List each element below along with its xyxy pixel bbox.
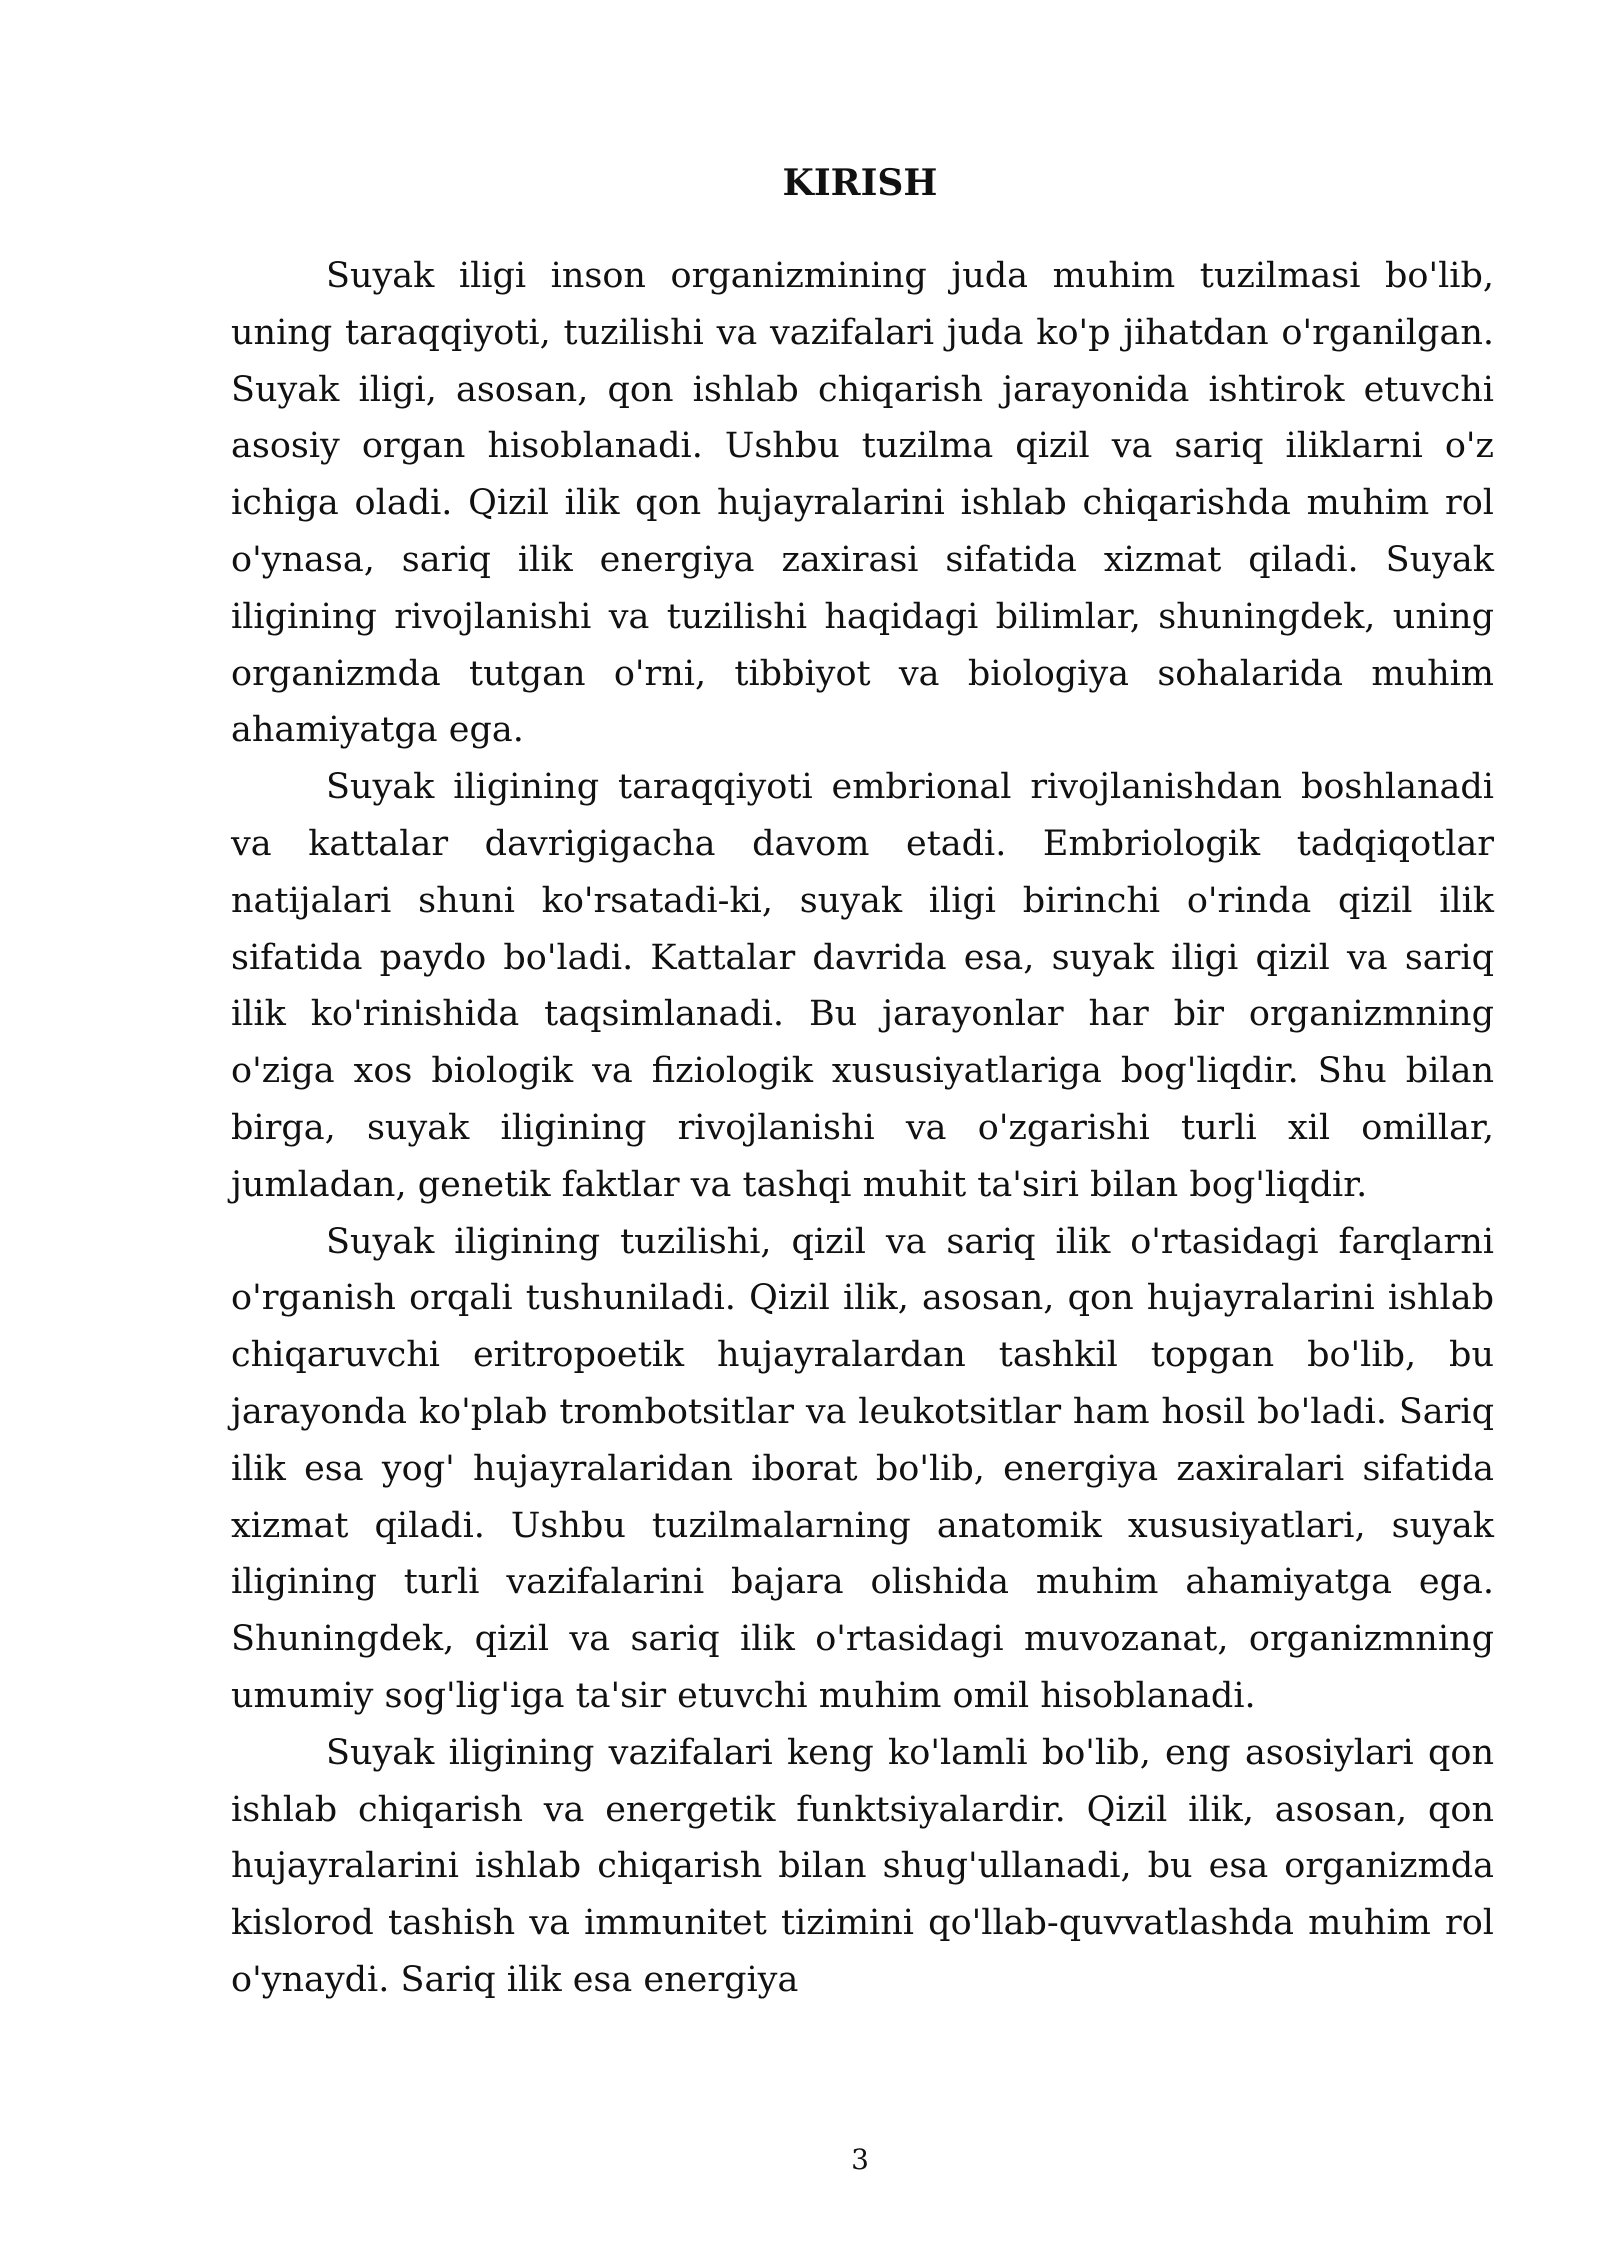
- paragraph: Suyak iligining vazifalari keng ko'lamli bo'lib, eng asosiylari qon ishlab chiqarish va energetik funktsiyalardir. Qizil ilik, asosan, qon hujayralarini ishlab chiqarish bilan shug'ullanadi, bu esa organizmda kislorod tashish va immunitet tizimini qo'llab-quvvatlashda muhim rol o'ynaydi. Sariq ilik esa energiya: [231, 1732, 1494, 2000]
- paragraph: Suyak iligining tuzilishi, qizil va sariq ilik o'rtasidagi farqlarni o'rganish orqali tushuniladi. Qizil ilik, asosan, qon hujayralarini ishlab chiqaruvchi eritropoetik hujayralardan tashkil topgan bo'lib, bu jarayonda ko'plab trombotsitlar va leukotsitlar ham hosil bo'ladi. Sariq ilik esa yog' hujayralaridan iborat bo'lib, energiya zaxiralari sifatida xizmat qiladi. Ushbu tuzilmalarning anatomik xususiyatlari, suyak iligining turli vazifalarini bajara olishida muhim ahamiyatga ega. Shuningdek, qizil va sariq ilik o'rtasidagi muvozanat, organizmning umumiy sog'lig'iga ta'sir etuvchi muhim omil hisoblanadi.: [231, 1221, 1494, 1716]
- paragraph: Suyak iligining taraqqiyoti embrional rivojlanishdan boshlanadi va kattalar davrigigacha davom etadi. Embriologik tadqiqotlar natijalari shuni ko'rsatadi-ki, suyak iligi birinchi o'rinda qizil ilik sifatida paydo bo'ladi. Kattalar davrida esa, suyak iligi qizil va sariq ilik ko'rinishida taqsimlanadi. Bu jarayonlar har bir organizmning o'ziga xos biologik va fiziologik xususiyatlariga bog'liqdir. Shu bilan birga, suyak iligining rivojlanishi va o'zgarishi turli xil omillar, jumladan, genetik faktlar va tashqi muhit ta'siri bilan bog'liqdir.: [231, 767, 1494, 1205]
- body-text: [231, 248, 1494, 2009]
- page-number: 3: [851, 2143, 869, 2176]
- paragraph: Suyak iligi inson organizmining juda muhim tuzilmasi bo'lib, uning taraqqiyoti, tuzilishi va vazifalari juda ko'p jihatdan o'rganilgan. Suyak iligi, asosan, qon ishlab chiqarish jarayonida ishtirok etuvchi asosiy organ hisoblanadi. Ushbu tuzilma qizil va sariq iliklarni o'z ichiga oladi. Qizil ilik qon hujayralarini ishlab chiqarishda muhim rol o'ynasa, sariq ilik energiya zaxirasi sifatida xizmat qiladi. Suyak iligining rivojlanishi va tuzilishi haqidagi bilimlar, shuningdek, uning organizmda tutgan o'rni, tibbiyot va biologiya sohalarida muhim ahamiyatga ega.: [231, 256, 1494, 751]
- page-title: KIRISH: [782, 162, 938, 204]
